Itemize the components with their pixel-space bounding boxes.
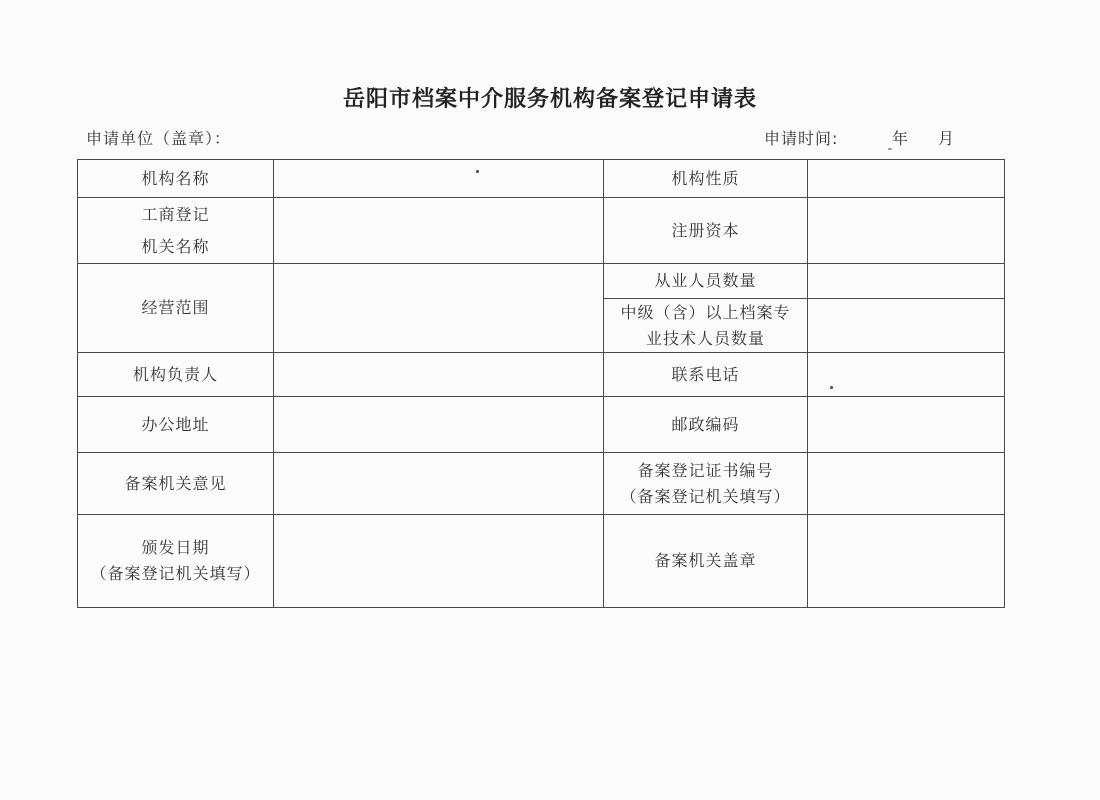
phone-label: 联系电话: [604, 353, 808, 397]
issue-date-label: [78, 515, 274, 608]
apply-time-label: 申请时间:: [764, 129, 839, 148]
table-row: [78, 353, 1005, 397]
cert-no-line2: （备案登记机关填写）: [620, 486, 791, 506]
filing-opinion-label: 备案机关意见: [78, 453, 274, 515]
principal-label: 机构负责人: [78, 353, 274, 397]
filing-opinion-field[interactable]: [274, 453, 604, 515]
scan-speck: [476, 170, 479, 173]
senior-staff-line1: 中级（含）以上档案专: [620, 302, 791, 322]
scan-speck: [830, 386, 833, 389]
postcode-field[interactable]: [808, 397, 1005, 453]
biz-scope-label: 经营范围: [78, 264, 274, 353]
cert-no-field[interactable]: [808, 453, 1005, 515]
senior-staff-label: [604, 299, 808, 353]
org-nature-label: 机构性质: [604, 160, 808, 198]
filing-seal-field[interactable]: [808, 515, 1005, 608]
reg-capital-field[interactable]: [808, 198, 1005, 264]
biz-reg-authority-field[interactable]: [274, 198, 604, 264]
org-name-label: 机构名称: [78, 160, 274, 198]
issue-date-line2: （备案登记机关填写）: [90, 564, 261, 583]
biz-reg-line1: 工商登记: [141, 204, 210, 224]
registration-table: [77, 159, 1005, 608]
table-row: [78, 198, 1005, 264]
table-row: [78, 160, 1005, 198]
senior-staff-line2: 业技术人员数量: [645, 328, 765, 348]
issue-date-line1: 颁发日期: [141, 538, 210, 557]
biz-reg-authority-label: [78, 198, 274, 264]
org-name-field[interactable]: [274, 160, 604, 198]
staff-count-field[interactable]: [808, 264, 1005, 299]
cert-no-label: [604, 453, 808, 515]
scan-speck: [888, 148, 892, 150]
org-nature-field[interactable]: [808, 160, 1005, 198]
apply-time: [764, 126, 956, 149]
month-label: 月: [938, 129, 956, 148]
applicant-unit-label: 申请单位（盖章）：: [86, 129, 232, 148]
postcode-label: 邮政编码: [604, 397, 808, 453]
table-row: [78, 264, 1005, 299]
biz-scope-field[interactable]: [274, 264, 604, 353]
address-label: 办公地址: [78, 397, 274, 453]
issue-date-field[interactable]: [274, 515, 604, 608]
phone-field[interactable]: [808, 353, 1005, 397]
reg-capital-label: 注册资本: [604, 198, 808, 264]
table-row: [78, 453, 1005, 515]
cert-no-line1: 备案登记证书编号: [637, 460, 774, 480]
biz-reg-line2: 机关名称: [141, 236, 210, 256]
senior-staff-field[interactable]: [808, 299, 1005, 353]
address-field[interactable]: [274, 397, 604, 453]
staff-count-label: 从业人员数量: [604, 264, 808, 299]
year-label: 年: [892, 129, 910, 148]
form-title: 岳阳市档案中介服务机构备案登记申请表: [342, 86, 757, 112]
table-row: [78, 515, 1005, 608]
filing-seal-label: 备案机关盖章: [604, 515, 808, 608]
table-row: [78, 397, 1005, 453]
principal-field[interactable]: [274, 353, 604, 397]
